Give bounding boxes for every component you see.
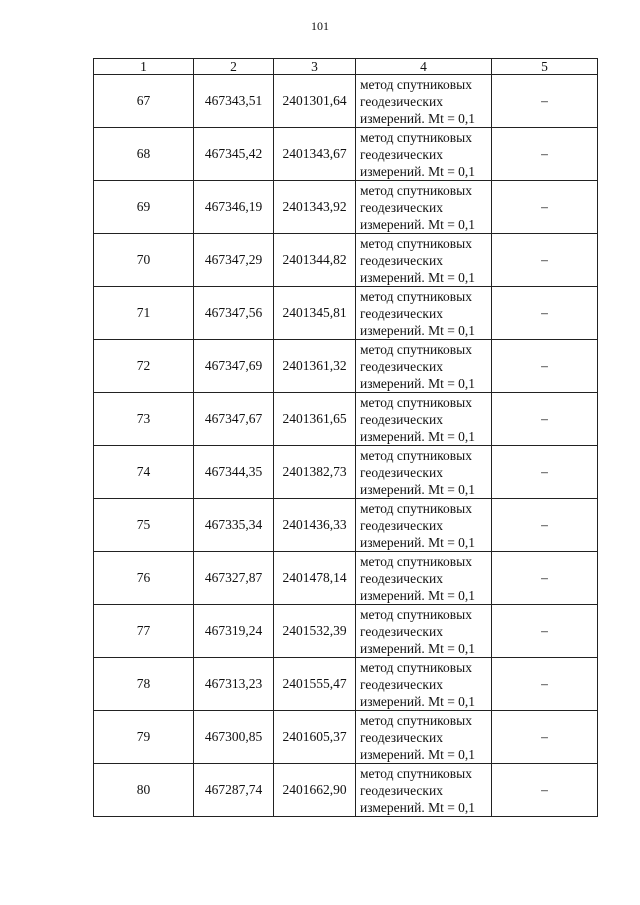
column-5-cell: – [492,711,598,764]
column-5-cell: – [492,340,598,393]
method-cell [356,75,492,128]
table-row [94,552,598,605]
column-header-5: 5 [492,59,598,75]
table-row [94,446,598,499]
y-coordinate-cell: 2401301,64 [274,75,356,128]
method-line: метод спутниковых [360,712,472,728]
point-number-cell: 70 [94,234,194,287]
y-coordinate-cell: 2401436,33 [274,499,356,552]
method-line: геодезических [360,782,443,798]
table-row [94,764,598,817]
column-5-cell: – [492,393,598,446]
table-row [94,393,598,446]
column-header-3: 3 [274,59,356,75]
method-line: геодезических [360,199,443,215]
column-5-cell: – [492,128,598,181]
method-line: измерений. Mt = 0,1 [360,163,476,179]
point-number-cell: 72 [94,340,194,393]
method-cell [356,552,492,605]
table-row [94,658,598,711]
x-coordinate-cell: 467335,34 [194,499,274,552]
x-coordinate-cell: 467300,85 [194,711,274,764]
point-number-cell: 69 [94,181,194,234]
y-coordinate-cell: 2401344,82 [274,234,356,287]
point-number-cell: 74 [94,446,194,499]
method-line: геодезических [360,252,443,268]
method-line: измерений. Mt = 0,1 [360,534,476,550]
method-cell [356,446,492,499]
method-line: геодезических [360,676,443,692]
column-5-cell: – [492,234,598,287]
method-line: измерений. Mt = 0,1 [360,428,476,444]
method-line: измерений. Mt = 0,1 [360,799,476,815]
method-line: метод спутниковых [360,341,472,357]
method-line: измерений. Mt = 0,1 [360,110,476,126]
method-cell [356,499,492,552]
method-line: геодезических [360,93,443,109]
table-header-row [94,59,598,75]
point-number-cell: 73 [94,393,194,446]
x-coordinate-cell: 467347,29 [194,234,274,287]
y-coordinate-cell: 2401343,67 [274,128,356,181]
x-coordinate-cell: 467344,35 [194,446,274,499]
table-row [94,128,598,181]
method-line: геодезических [360,146,443,162]
column-5-cell: – [492,658,598,711]
column-5-cell: – [492,446,598,499]
method-line: геодезических [360,305,443,321]
method-cell [356,287,492,340]
point-number-cell: 71 [94,287,194,340]
method-line: измерений. Mt = 0,1 [360,640,476,656]
method-line: геодезических [360,358,443,374]
method-line: измерений. Mt = 0,1 [360,481,476,497]
column-5-cell: – [492,552,598,605]
column-5-cell: – [492,764,598,817]
x-coordinate-cell: 467347,67 [194,393,274,446]
page-number: 101 [311,19,329,33]
table-row [94,711,598,764]
column-5-cell: – [492,181,598,234]
x-coordinate-cell: 467319,24 [194,605,274,658]
method-cell [356,605,492,658]
x-coordinate-cell: 467287,74 [194,764,274,817]
method-line: метод спутниковых [360,288,472,304]
y-coordinate-cell: 2401605,37 [274,711,356,764]
x-coordinate-cell: 467327,87 [194,552,274,605]
method-cell [356,234,492,287]
method-line: метод спутниковых [360,182,472,198]
table-row [94,340,598,393]
method-line: метод спутниковых [360,553,472,569]
y-coordinate-cell: 2401361,32 [274,340,356,393]
method-line: метод спутниковых [360,765,472,781]
point-number-cell: 80 [94,764,194,817]
method-line: измерений. Mt = 0,1 [360,746,476,762]
table-row [94,287,598,340]
x-coordinate-cell: 467313,23 [194,658,274,711]
y-coordinate-cell: 2401361,65 [274,393,356,446]
table-row [94,75,598,128]
method-line: метод спутниковых [360,500,472,516]
method-cell [356,128,492,181]
point-number-cell: 79 [94,711,194,764]
method-line: метод спутниковых [360,447,472,463]
method-cell [356,658,492,711]
table-row [94,234,598,287]
method-cell [356,181,492,234]
column-5-cell: – [492,499,598,552]
point-number-cell: 75 [94,499,194,552]
x-coordinate-cell: 467345,42 [194,128,274,181]
y-coordinate-cell: 2401662,90 [274,764,356,817]
table-row [94,605,598,658]
y-coordinate-cell: 2401345,81 [274,287,356,340]
point-number-cell: 78 [94,658,194,711]
point-number-cell: 76 [94,552,194,605]
column-5-cell: – [492,287,598,340]
method-cell [356,340,492,393]
y-coordinate-cell: 2401555,47 [274,658,356,711]
method-line: измерений. Mt = 0,1 [360,269,476,285]
table-row [94,181,598,234]
method-line: геодезических [360,570,443,586]
method-line: метод спутниковых [360,606,472,622]
method-line: метод спутниковых [360,129,472,145]
method-cell [356,711,492,764]
point-number-cell: 67 [94,75,194,128]
method-line: измерений. Mt = 0,1 [360,322,476,338]
column-5-cell: – [492,75,598,128]
method-line: измерений. Mt = 0,1 [360,375,476,391]
y-coordinate-cell: 2401532,39 [274,605,356,658]
method-line: измерений. Mt = 0,1 [360,693,476,709]
x-coordinate-cell: 467347,56 [194,287,274,340]
method-line: геодезических [360,729,443,745]
x-coordinate-cell: 467347,69 [194,340,274,393]
point-number-cell: 68 [94,128,194,181]
y-coordinate-cell: 2401478,14 [274,552,356,605]
y-coordinate-cell: 2401343,92 [274,181,356,234]
method-cell [356,393,492,446]
column-header-2: 2 [194,59,274,75]
method-line: геодезических [360,411,443,427]
method-line: метод спутниковых [360,235,472,251]
method-line: измерений. Mt = 0,1 [360,216,476,232]
method-line: метод спутниковых [360,394,472,410]
coordinates-table [93,58,598,817]
point-number-cell: 77 [94,605,194,658]
table-row [94,499,598,552]
column-header-1: 1 [94,59,194,75]
y-coordinate-cell: 2401382,73 [274,446,356,499]
method-line: геодезических [360,464,443,480]
column-header-4: 4 [356,59,492,75]
method-line: метод спутниковых [360,76,472,92]
method-line: геодезических [360,517,443,533]
method-line: геодезических [360,623,443,639]
x-coordinate-cell: 467343,51 [194,75,274,128]
method-cell [356,764,492,817]
x-coordinate-cell: 467346,19 [194,181,274,234]
method-line: метод спутниковых [360,659,472,675]
method-line: измерений. Mt = 0,1 [360,587,476,603]
column-5-cell: – [492,605,598,658]
table-body [94,75,598,817]
